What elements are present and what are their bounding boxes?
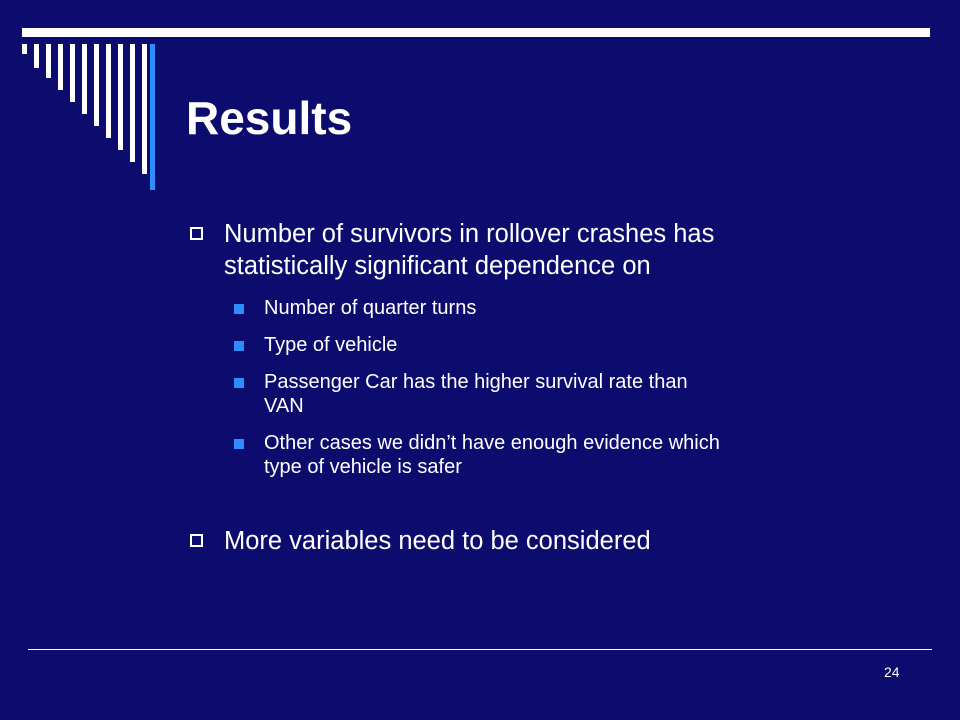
filled-square-bullet-icon — [234, 341, 244, 351]
filled-square-bullet-icon — [234, 304, 244, 314]
decorative-bar — [58, 44, 63, 90]
sub-bullet-item — [186, 333, 906, 357]
hollow-square-bullet-icon — [190, 227, 203, 240]
bullet-item — [186, 525, 906, 557]
sub-bullet-line: Passenger Car has the higher survival rate than — [264, 371, 688, 393]
sub-bullet-line: Number of quarter turns — [264, 297, 477, 319]
filled-square-bullet-icon — [234, 439, 244, 449]
decorative-bar — [142, 44, 147, 174]
page-number: 24 — [884, 664, 900, 680]
bullet-line: statistically significant dependence on — [224, 252, 651, 280]
decorative-bar — [150, 44, 155, 190]
bullet-line: More variables need to be considered — [224, 527, 651, 555]
sub-bullet-item — [186, 431, 906, 479]
decorative-bar — [118, 44, 123, 150]
decorative-bar — [130, 44, 135, 162]
hollow-square-bullet-icon — [190, 534, 203, 547]
decorative-bar — [82, 44, 87, 114]
decorative-bar — [46, 44, 51, 78]
decorative-bar — [22, 44, 27, 54]
decorative-bar — [70, 44, 75, 102]
bullet-item — [186, 218, 906, 282]
sub-bullet-line: VAN — [264, 395, 304, 417]
bullet-list — [186, 218, 906, 557]
sub-bullet-line: type of vehicle is safer — [264, 456, 462, 478]
decorative-bar — [94, 44, 99, 126]
decorative-bar — [34, 44, 39, 68]
bullet-line: Number of survivors in rollover crashes has — [224, 220, 715, 248]
sub-bullet-item — [186, 296, 906, 320]
slide-title: Results — [186, 92, 353, 144]
sub-bullet-line: Type of vehicle — [264, 334, 398, 356]
bottom-rule — [28, 649, 932, 650]
sub-bullet-line: Other cases we didn’t have enough evidence which — [264, 432, 720, 454]
filled-square-bullet-icon — [234, 378, 244, 388]
decorative-bars — [0, 0, 200, 200]
decorative-bar — [106, 44, 111, 138]
sub-bullet-item — [186, 370, 906, 418]
